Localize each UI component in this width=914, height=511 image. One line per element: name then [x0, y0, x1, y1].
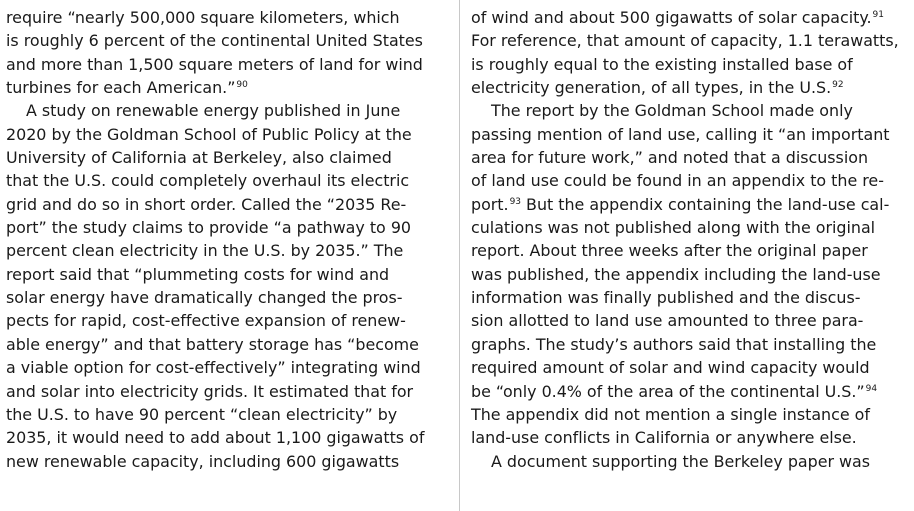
text-line: [471, 146, 909, 169]
text-line-continuation: But the appendix containing the land-use cal-: [521, 194, 890, 214]
text-line-content: required amount of solar and wind capacity would: [471, 358, 870, 378]
text-line: [471, 263, 909, 286]
right-text-column: [471, 6, 909, 473]
text-line: [6, 239, 443, 262]
text-line-content: able energy” and that battery storage has “become: [6, 334, 419, 354]
left-text-column: [6, 6, 443, 473]
text-line-content: port.: [471, 194, 509, 214]
footnote-marker[interactable]: 90: [236, 80, 248, 91]
text-line: [471, 426, 909, 449]
text-line: [471, 99, 909, 122]
text-line-content: of wind and about 500 gigawatts of solar capacity.: [471, 8, 872, 27]
text-line: [6, 356, 443, 379]
text-line-content: that the U.S. could completely overhaul its electric: [6, 171, 410, 191]
text-line-content: of land use could be found in an appendix to the re-: [471, 171, 884, 191]
text-line-content: passing mention of land use, calling it “an important: [471, 124, 890, 144]
text-line: [6, 216, 443, 239]
text-line: [6, 99, 443, 122]
text-line-content: solar energy have dramatically changed the pros-: [6, 288, 403, 308]
text-line-content: the U.S. to have 90 percent “clean electricity” by: [6, 404, 398, 424]
text-line: [6, 169, 443, 192]
text-line-content: require “nearly 500,000 square kilometers, which: [6, 8, 400, 27]
text-line-content: graphs. The study’s authors said that installing the: [471, 334, 877, 354]
text-line-content: port” the study claims to provide “a pathway to 90: [6, 218, 412, 238]
footnote-marker[interactable]: 94: [865, 383, 878, 394]
text-line: [471, 169, 909, 192]
text-line: [471, 309, 909, 332]
text-line: [471, 29, 909, 52]
text-line-content: report. About three weeks after the original paper: [471, 241, 868, 261]
text-line: [6, 309, 443, 332]
text-line: [471, 450, 909, 473]
footnote-marker[interactable]: 91: [872, 10, 884, 20]
text-line-content: electricity generation, of all types, in the U.S.: [471, 78, 832, 98]
text-line: [6, 380, 443, 403]
text-line-content: and more than 1,500 square meters of land for wind: [6, 54, 423, 74]
text-line-content: new renewable capacity, including 600 gigawatts: [6, 451, 400, 471]
text-line: [6, 450, 443, 473]
text-line: [6, 53, 443, 76]
text-line-content: The report by the Goldman School made only: [491, 101, 853, 121]
text-line-content: For reference, that amount of capacity, 1.1 terawatts,: [471, 31, 899, 51]
text-line: [6, 76, 443, 99]
text-line: [471, 216, 909, 239]
text-line: [6, 263, 443, 286]
text-line: [6, 286, 443, 309]
text-line-content: turbines for each American.”: [6, 78, 236, 98]
text-line: [471, 239, 909, 262]
text-line: [471, 403, 909, 426]
text-line-content: a viable option for cost-effectively” integrating wind: [6, 358, 421, 378]
text-line-content: be “only 0.4% of the area of the continental U.S.”: [471, 381, 865, 401]
text-line-content: area for future work,” and noted that a discussion: [471, 148, 869, 168]
footnote-marker[interactable]: 92: [832, 80, 844, 91]
text-line-content: was published, the appendix including the land-use: [471, 264, 881, 284]
text-line: [6, 193, 443, 216]
column-divider: [459, 0, 460, 511]
text-line: [6, 333, 443, 356]
text-line-content: pects for rapid, cost-effective expansion of renew-: [6, 311, 406, 331]
text-line-content: grid and do so in short order. Called the “2035 Re-: [6, 194, 407, 214]
text-line-content: The appendix did not mention a single instance of: [471, 404, 870, 424]
text-line-content: information was finally published and the discus-: [471, 288, 861, 308]
text-line: [471, 76, 909, 99]
text-line-content: A document supporting the Berkeley paper was: [491, 451, 871, 471]
text-line: [471, 333, 909, 356]
footnote-marker[interactable]: 93: [509, 196, 522, 207]
text-line: [6, 123, 443, 146]
text-line-content: 2035, it would need to add about 1,100 gigawatts of: [6, 428, 425, 448]
text-line-content: and solar into electricity grids. It estimated that for: [6, 381, 414, 401]
text-line: [6, 6, 443, 29]
text-line-content: percent clean electricity in the U.S. by 2035.” The: [6, 241, 404, 261]
text-line: [471, 53, 909, 76]
text-line-content: report said that “plummeting costs for wind and: [6, 264, 390, 284]
text-line-content: is roughly equal to the existing installed base of: [471, 54, 853, 74]
text-line-content: A study on renewable energy published in June: [26, 101, 401, 121]
text-line: [471, 6, 909, 29]
text-line-content: is roughly 6 percent of the continental United States: [6, 31, 423, 51]
text-line: [471, 286, 909, 309]
text-line: [6, 29, 443, 52]
text-line-content: 2020 by the Goldman School of Public Policy at the: [6, 124, 412, 144]
text-line-content: University of California at Berkeley, also claimed: [6, 148, 392, 168]
text-line-content: sion allotted to land use amounted to three para-: [471, 311, 864, 331]
text-line-content: land-use conflicts in California or anywhere else.: [471, 428, 857, 448]
text-line-content: culations was not published along with the original: [471, 218, 876, 238]
text-line: [6, 146, 443, 169]
text-line: [6, 403, 443, 426]
text-line: [471, 356, 909, 379]
text-line: [471, 193, 909, 216]
text-line: [471, 380, 909, 403]
text-line: [6, 426, 443, 449]
text-line: [471, 123, 909, 146]
